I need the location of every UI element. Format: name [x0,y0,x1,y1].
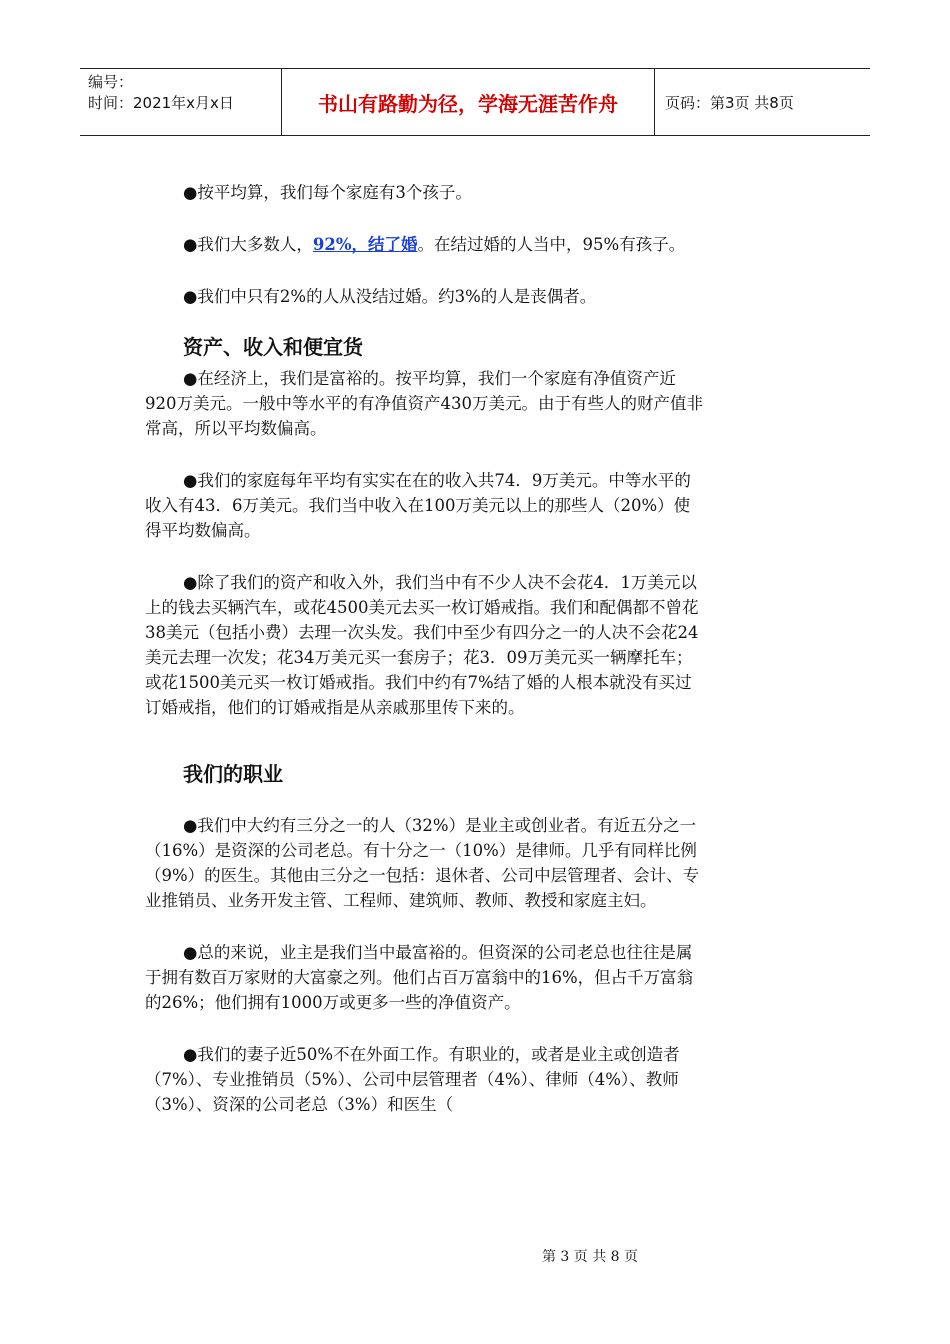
marriage-text-before: ●我们大多数人， [183,235,313,254]
paragraph-never-married: ●我们中只有2%的人从没结过婚。约3%的人是丧偶者。 [183,287,597,306]
paragraph-marriage [145,232,705,257]
heading-assets: 资产、收入和便宜货 [183,335,363,359]
heading-occupations: 我们的职业 [183,762,283,786]
header-meta [80,69,282,135]
paragraph-income: ●我们的家庭每年平均有实实在在的收入共74．9万美元。中等水平的收入有43．6万美元。我们当中收入在100万美元以上的那些人（20%）使得平均数偏高。 [145,471,691,540]
paragraph-net-worth: ●在经济上，我们是富裕的。按平均算，我们一个家庭有净值资产近920万美元。一般中等水平的有净值资产430万美元。由于有些人的财产值非常高，所以平均数偏高。 [145,369,703,438]
paragraph-children: ●按平均算，我们每个家庭有3个孩子。 [183,183,472,202]
page-footer: 第 3 页 共 8 页 [541,1249,639,1265]
time-label: 时间：2021年x月x日 [88,94,234,112]
marriage-text-after: 。在结过婚的人当中，95%有孩子。 [417,235,686,254]
header-motto: 书山有路勤为径，学海无涯苦作舟 [282,69,655,135]
document-body [145,180,705,1117]
marriage-link[interactable]: 92%，结了婚 [312,235,418,254]
paragraph-wives: ●我们的妻子近50%不在外面工作。有职业的，或者是业主或创造者（7%）、专业推销员（5%）、公司中层管理者（4%）、律师（4%）、教师（3%）、资深的公司老总（3%）和医生（ [145,1045,680,1114]
paragraph-occupations: ●我们中大约有三分之一的人（32%）是业主或创业者。有近五分之一（16%）是资深的公司老总。有十分之一（10%）是律师。几乎有同样比例（9%）的医生。其他由三分之一包括：退休者、公司中层管理者、会计、专业推销员、业务开发主管、工程师、建筑师、教师、教授和家庭主妇。 [145,816,700,910]
page-header [80,68,870,136]
paragraph-business-owners: ●总的来说，业主是我们当中最富裕的。但资深的公司老总也往往是属于拥有数百万家财的大富豪之列。他们占百万富翁中的16%，但占千万富翁的26%；他们拥有1000万或更多一些的净值资产。 [145,943,694,1012]
number-label: 编号： [88,73,134,91]
header-page-label: 页码：第3页 共8页 [665,93,794,112]
paragraph-spending: ●除了我们的资产和收入外，我们当中有不少人决不会花4．1万美元以上的钱去买辆汽车，或花4500美元去买一枚订婚戒指。我们和配偶都不曾花38美元（包括小费）去理一次头发。我们中至少有四分之一的人决不会花24美元去理一次发；花34万美元买一套房子；花3．09万美元买一辆摩托车；或花1500美元买一枚订婚戒指。我们中约有7%结了婚的人根本就没有买过订婚戒指，他们的订婚戒指是从亲戚那里传下来的。 [145,573,699,717]
